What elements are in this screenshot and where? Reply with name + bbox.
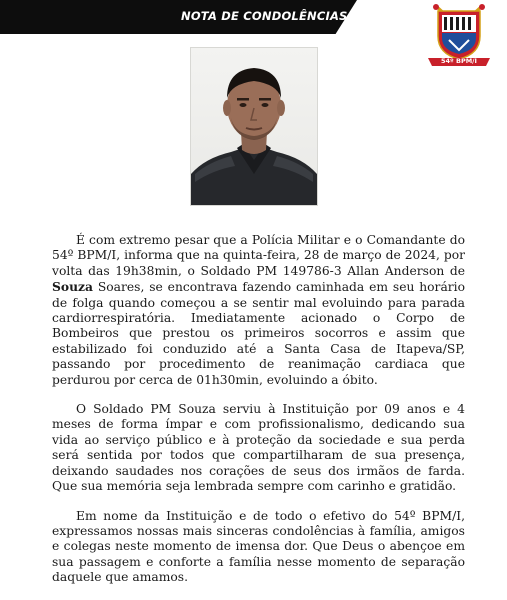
paragraph-1 xyxy=(52,233,465,388)
portrait-photo-icon xyxy=(190,47,318,206)
crest-label: 54º BPM/I xyxy=(441,57,477,65)
paragraph-2: O Soldado PM Souza serviu à Instituição por 09 anos e 4 meses de forma ímpar e com profissionalismo, dedicando sua vida ao serviço público e à proteção da sociedade e sua perda será sentida por todos que compartilharam de sua presença, deixando saudades nos corações de seus dos irmãos de farda. Que sua memória seja lembrada sempre com carinho e gratidão. xyxy=(52,402,465,494)
page-title: NOTA DE CONDOLÊNCIAS xyxy=(181,9,348,23)
paragraph-1-end: Soares, se encontrava fazendo caminhada em seu horário de folga quando começou a se sentir mal evoluindo para parada cardiorrespiratória. Imediatamente acionado o Corpo de Bombeiros que prestou os primeiros socorros e assim que estabilizado foi conduzido até a Santa Casa de Itapeva/SP, passando por procedimento de reanimação cardiaca que perdurou por cerca de 01h30min, evoluindo a óbito. xyxy=(52,280,465,387)
battalion-crest-icon xyxy=(424,2,494,68)
paragraph-1-start: É com extremo pesar que a Polícia Militar e o Comandante do 54º BPM/I, informa que na quinta-feira, 28 de março de 2024, por volta das 19h38min, o Soldado PM 149786-3 Allan Anderson de xyxy=(52,233,465,278)
paragraph-3: Em nome da Instituição e de todo o efetivo do 54º BPM/I, expressamos nossas mais sinceras condolências à família, amigos e colegas neste momento de imensa dor. Que Deus o abençoe em sua passagem e conforte a família nesse momento de separação daquele que amamos. xyxy=(52,508,465,585)
paragraph-1-bold-name: Souza xyxy=(52,279,93,295)
condolence-text xyxy=(52,233,465,600)
